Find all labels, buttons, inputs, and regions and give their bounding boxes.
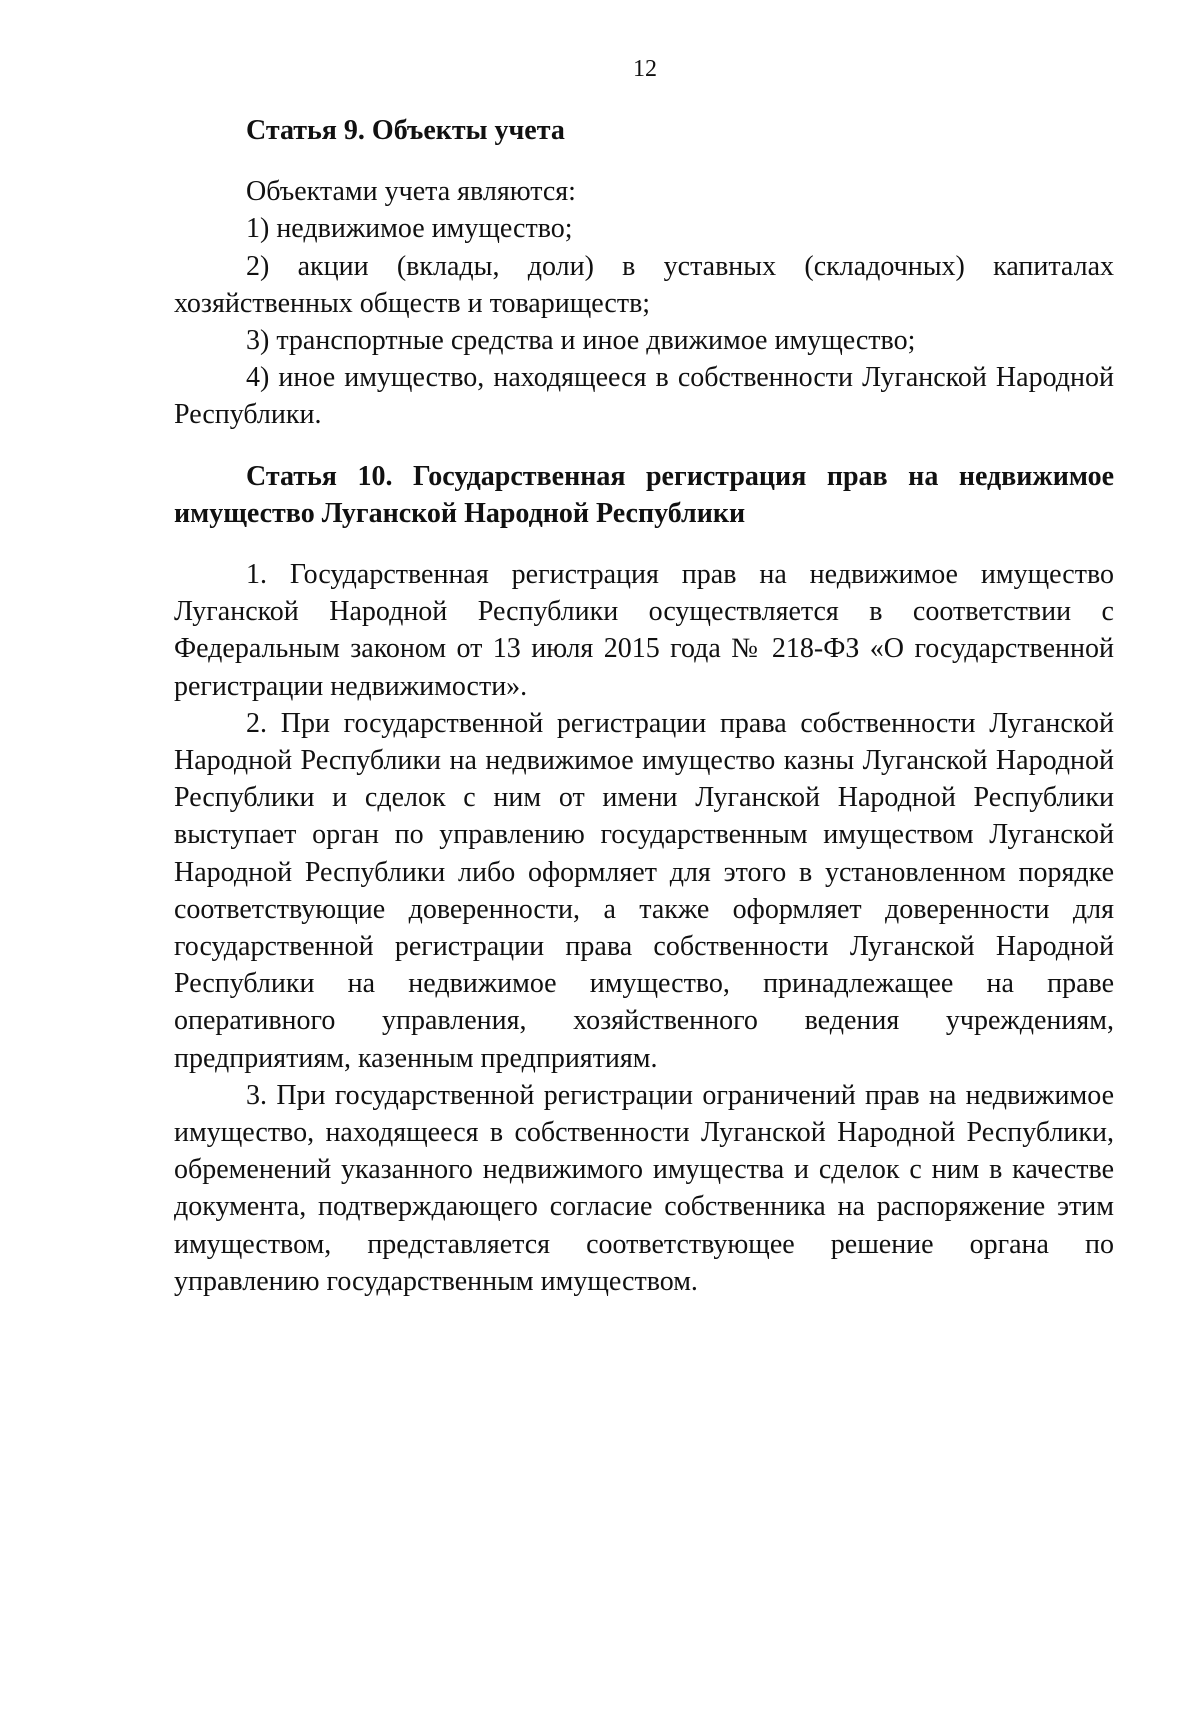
article-9-item: 1) недвижимое имущество; [246,213,573,245]
article-10-title: Статья 10. Государственная регистрация прав на недвижимое имущество Луганской Народной Республики [174,460,1114,529]
article-9-item: 4) иное имущество, находящееся в собственности Луганской Народной Республики. [174,362,1114,431]
article-9-item: 2) акции (вклады, доли) в уставных (складочных) капиталах хозяйственных обществ и товариществ; [174,250,1114,319]
article-10-paragraph: 2. При государственной регистрации права собственности Луганской Народной Республики на недвижимое имущество казны Луганской Народной Республики и сделок с ним от имени Луганской Народной Республики выступает орган по управлению государственным имуществом Луганской Народной Республики либо оформляет для этого в установленном порядке соответствующие доверенности, а также оформляет доверенности для государственной регистрации права собственности Луганской Народной Республики на недвижимое имущество, принадлежащее на праве оперативного управления, хозяйственного ведения учреждениям, предприятиям, казенным предприятиям. [174,707,1114,1074]
page-number: 12 [633,56,657,82]
article-10-paragraph: 3. При государственной регистрации ограничений прав на недвижимое имущество, находящееся в собственности Луганской Народной Республики, обременений указанного недвижимого имущества и сделок с ним в качестве документа, подтверждающего согласие собственника на распоряжение этим имуществом, представляется соответствующее решение органа по управлению государственным имуществом. [174,1079,1114,1297]
article-10-paragraph: 1. Государственная регистрация прав на недвижимое имущество Луганской Народной Республики осуществляется в соответствии с Федеральным законом от 13 июля 2015 года № 218-ФЗ «О государственной регистрации недвижимости». [174,559,1114,702]
article-9-item: 3) транспортные средства и иное движимое имущество; [246,325,916,357]
article-9-title: Статья 9. Объекты учета [246,115,565,146]
document-body [174,112,1114,1300]
article-9-intro: Объектами учета являются: [246,176,576,208]
